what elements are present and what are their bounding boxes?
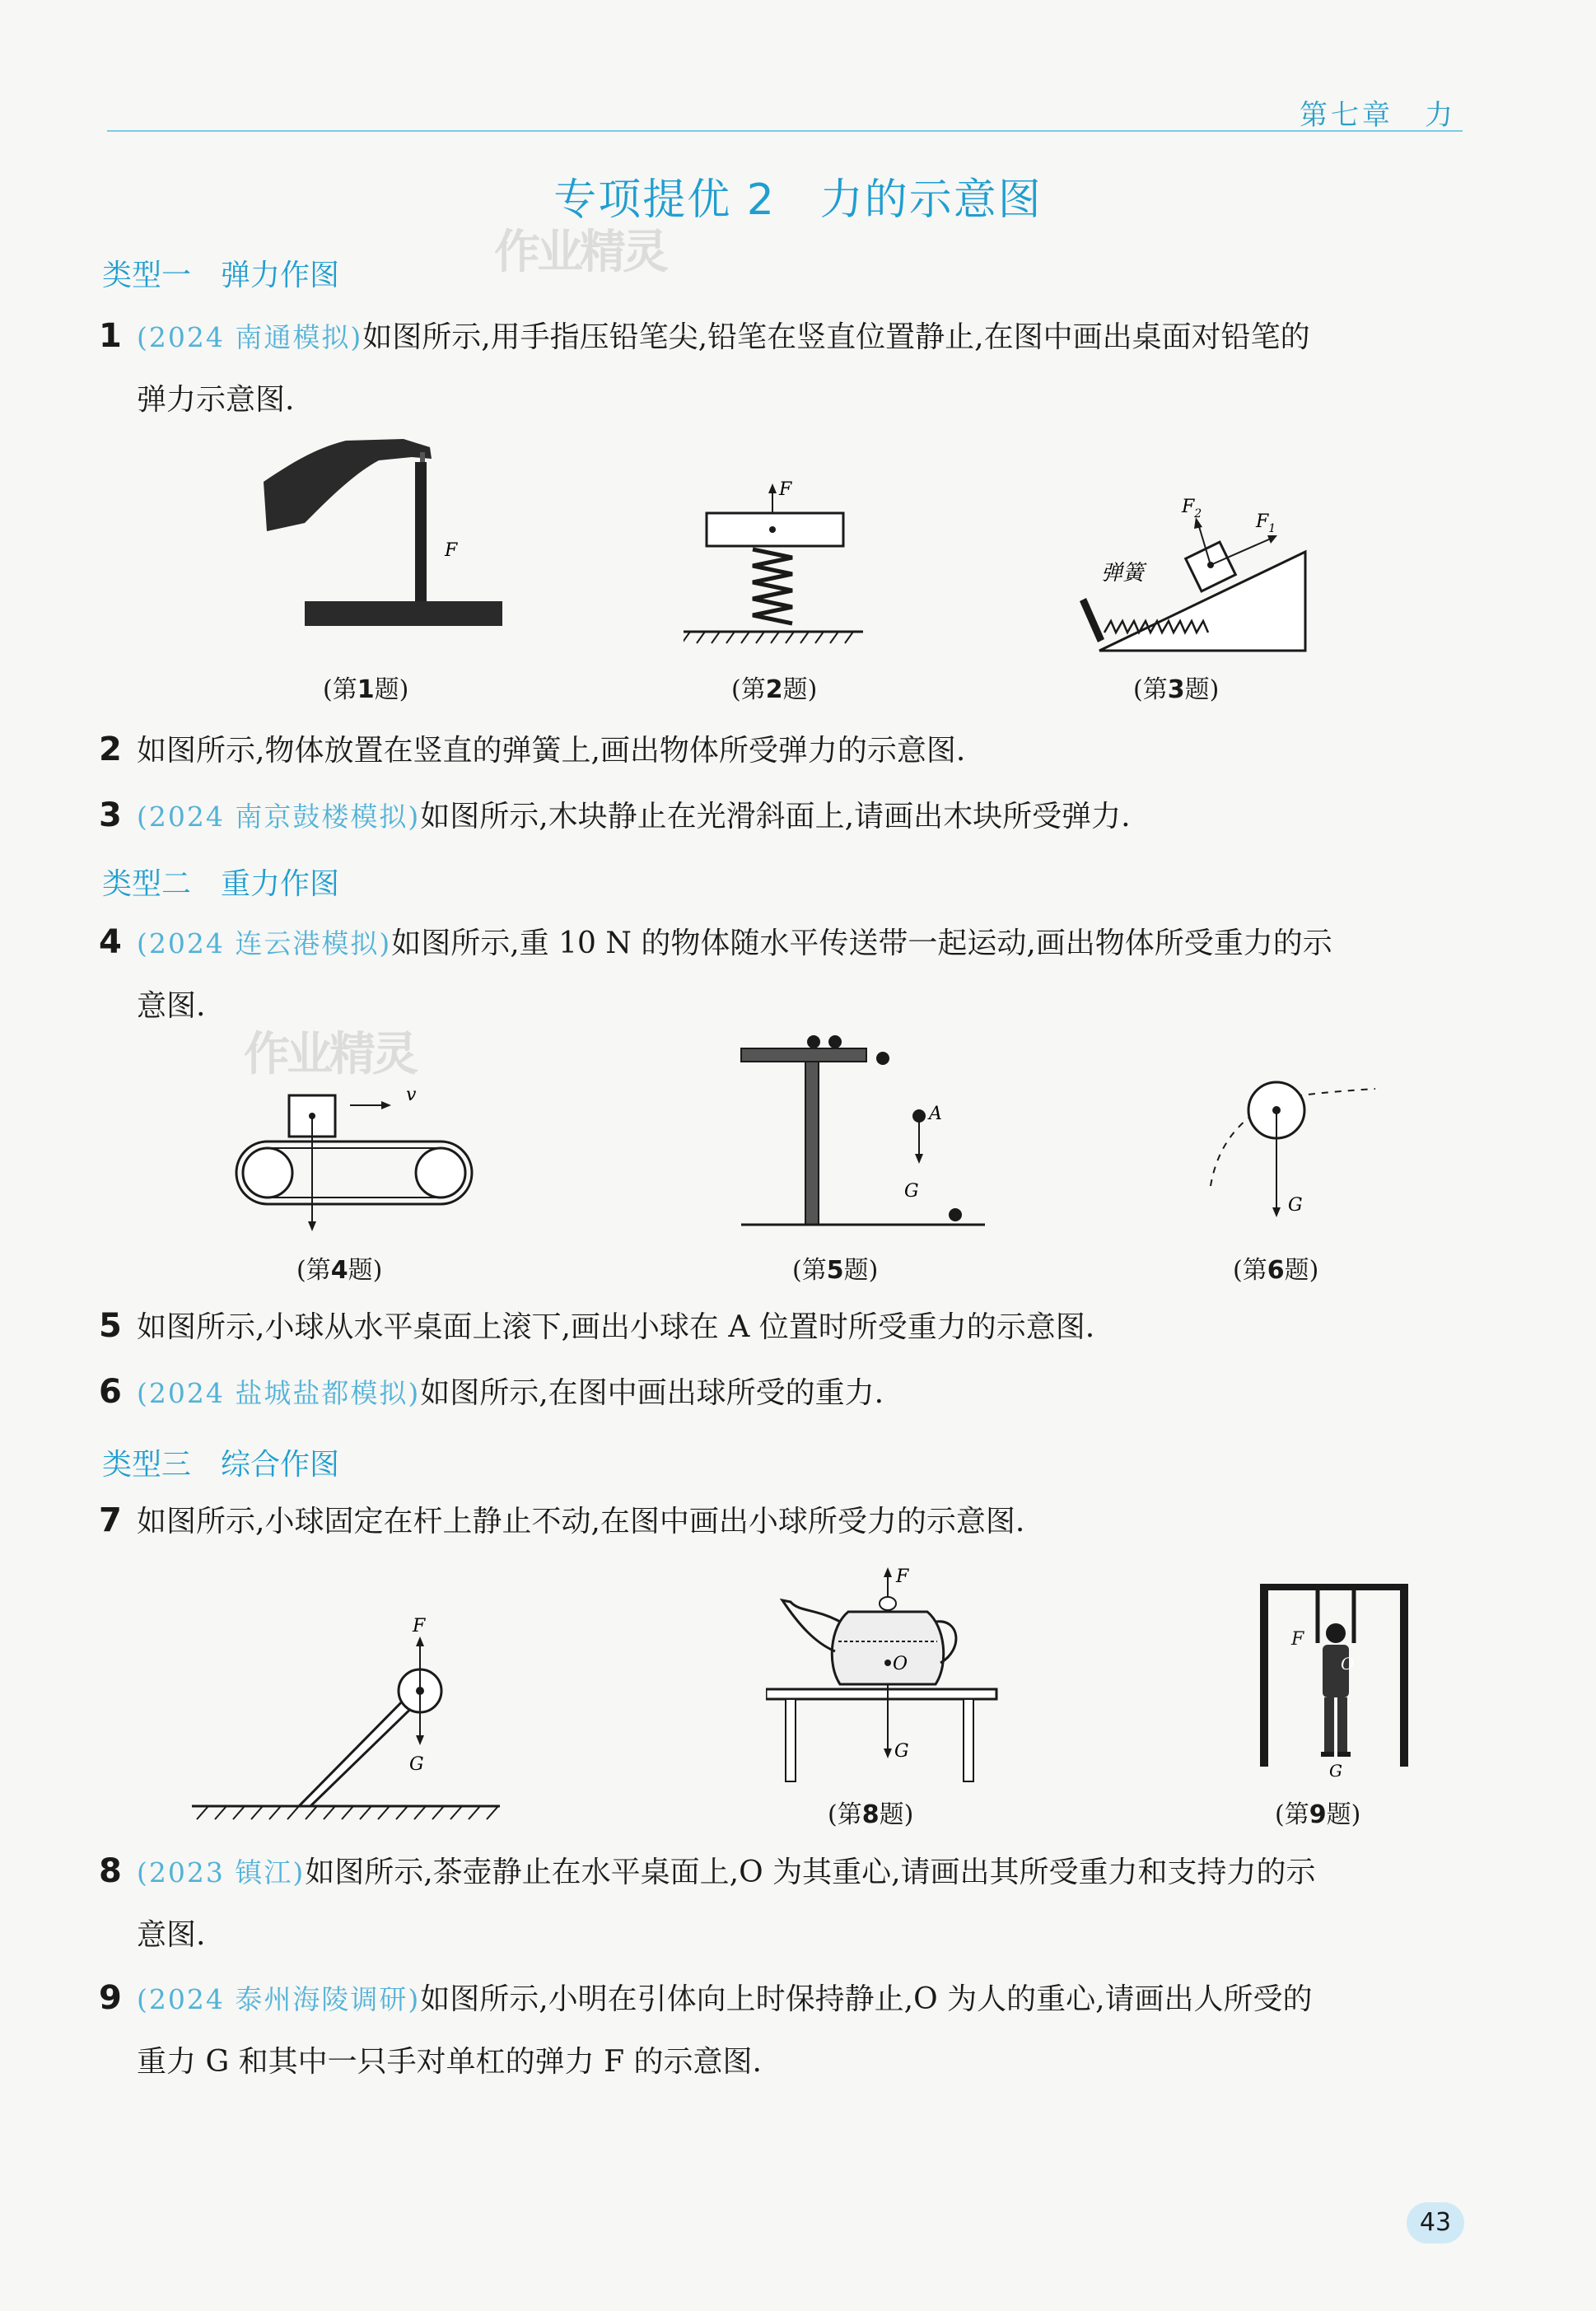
label-G: G	[1288, 1195, 1303, 1216]
type-heading-3: 类型三 综合作图	[102, 1448, 340, 1482]
type-heading-2: 类型二 重力作图	[102, 867, 340, 901]
question-text: 如图所示,茶壶静止在水平桌面上,O 为其重心,请画出其所受重力和支持力的示	[305, 1856, 1316, 1889]
label-F: F	[779, 479, 792, 500]
question-source: (2024 盐城盐都模拟)	[137, 1377, 421, 1409]
label-v: v	[406, 1085, 417, 1105]
label-O: O	[893, 1654, 908, 1674]
question-text-cont: 意图.	[137, 989, 206, 1023]
caption-q6: (第6题)	[1233, 1256, 1319, 1285]
figure-7-ball-rod	[185, 1610, 506, 1832]
watermark: 作业精灵	[494, 226, 665, 279]
question-text: 如图所示,木块静止在光滑斜面上,请画出木块所受弹力.	[420, 800, 1131, 833]
question-number: 9	[99, 1979, 122, 2017]
question-1	[99, 305, 1466, 432]
question-number: 1	[99, 317, 122, 355]
page-number: 43	[1407, 2202, 1464, 2243]
label-F: F	[896, 1566, 909, 1587]
question-text-cont: 重力 G 和其中一只手对单杠的弹力 F 的示意图.	[137, 2045, 762, 2079]
watermark: 作业精灵	[244, 1028, 415, 1081]
figure-3-incline-spring	[1075, 494, 1314, 659]
type-heading-1: 类型一 弹力作图	[102, 259, 340, 292]
question-5	[99, 1295, 1466, 1359]
label-F1: $F_1$	[1256, 511, 1276, 535]
label-G: G	[409, 1754, 424, 1775]
question-number: 3	[99, 796, 122, 834]
question-8	[99, 1840, 1466, 1967]
question-text: 如图所示,重 10 N 的物体随水平传送带一起运动,画出物体所受重力的示	[391, 927, 1332, 960]
figure-5-ball-table	[733, 1025, 996, 1231]
figure-1-hand-pencil	[255, 432, 502, 647]
question-source: (2023 镇江)	[137, 1856, 306, 1888]
figure-2-spring-block	[684, 474, 873, 651]
caption-q4: (第4题)	[296, 1256, 383, 1285]
question-text: 如图所示,小球固定在杆上静止不动,在图中画出小球所受力的示意图.	[137, 1505, 1025, 1538]
question-text: 如图所示,用手指压铅笔尖,铅笔在竖直位置静止,在图中画出桌面对铅笔的	[362, 320, 1310, 354]
question-text: 如图所示,小球从水平桌面上滚下,画出小球在 A 位置时所受重力的示意图.	[137, 1310, 1095, 1344]
label-O: O	[1341, 1654, 1355, 1674]
question-text: 如图所示,小明在引体向上时保持静止,O 为人的重心,请画出人所受的	[420, 1982, 1313, 2016]
header-rule	[107, 130, 1463, 132]
page-title: 专项提优 2 力的示意图	[553, 175, 1043, 225]
figure-6-ball-trajectory	[1194, 1071, 1392, 1227]
caption-q3: (第3题)	[1133, 675, 1220, 704]
caption-q1: (第1题)	[323, 675, 409, 704]
question-7	[99, 1489, 1466, 1553]
label-A: A	[929, 1104, 942, 1124]
label-F: F	[413, 1616, 426, 1636]
caption-q5: (第5题)	[792, 1256, 879, 1285]
figure-8-teapot	[766, 1561, 1005, 1791]
label-F2: $F_2$	[1182, 497, 1202, 521]
question-2	[99, 718, 1466, 782]
question-number: 6	[99, 1373, 122, 1411]
question-9	[99, 1967, 1466, 2094]
label-G: G	[1329, 1761, 1342, 1779]
label-G: G	[894, 1741, 909, 1762]
question-number: 2	[99, 731, 122, 768]
question-text-cont: 弹力示意图.	[137, 383, 295, 417]
question-text: 如图所示,物体放置在竖直的弹簧上,画出物体所受弹力的示意图.	[137, 734, 966, 768]
question-6	[99, 1361, 1466, 1425]
label-spring: 弹簧	[1101, 561, 1145, 586]
question-3	[99, 784, 1466, 848]
question-source: (2024 南通模拟)	[137, 321, 363, 353]
question-source: (2024 连云港模拟)	[137, 927, 392, 959]
caption-q2: (第2题)	[731, 675, 818, 704]
figure-9-pullup	[1252, 1577, 1416, 1779]
question-text: 如图所示,在图中画出球所受的重力.	[420, 1376, 884, 1410]
label-F: F	[1291, 1629, 1304, 1650]
question-number: 7	[99, 1501, 122, 1539]
figure-4-conveyor	[235, 1071, 482, 1235]
chapter-header: 第七章 力	[1300, 99, 1456, 132]
question-text-cont: 意图.	[137, 1918, 206, 1952]
question-number: 8	[99, 1852, 122, 1890]
question-source: (2024 泰州海陵调研)	[137, 1983, 421, 2015]
caption-q9: (第9题)	[1275, 1800, 1361, 1829]
question-number: 4	[99, 923, 122, 961]
label-G: G	[904, 1181, 919, 1202]
question-number: 5	[99, 1307, 122, 1345]
label-F: F	[445, 540, 458, 561]
caption-q8: (第8题)	[828, 1800, 914, 1829]
question-source: (2024 南京鼓楼模拟)	[137, 801, 421, 833]
